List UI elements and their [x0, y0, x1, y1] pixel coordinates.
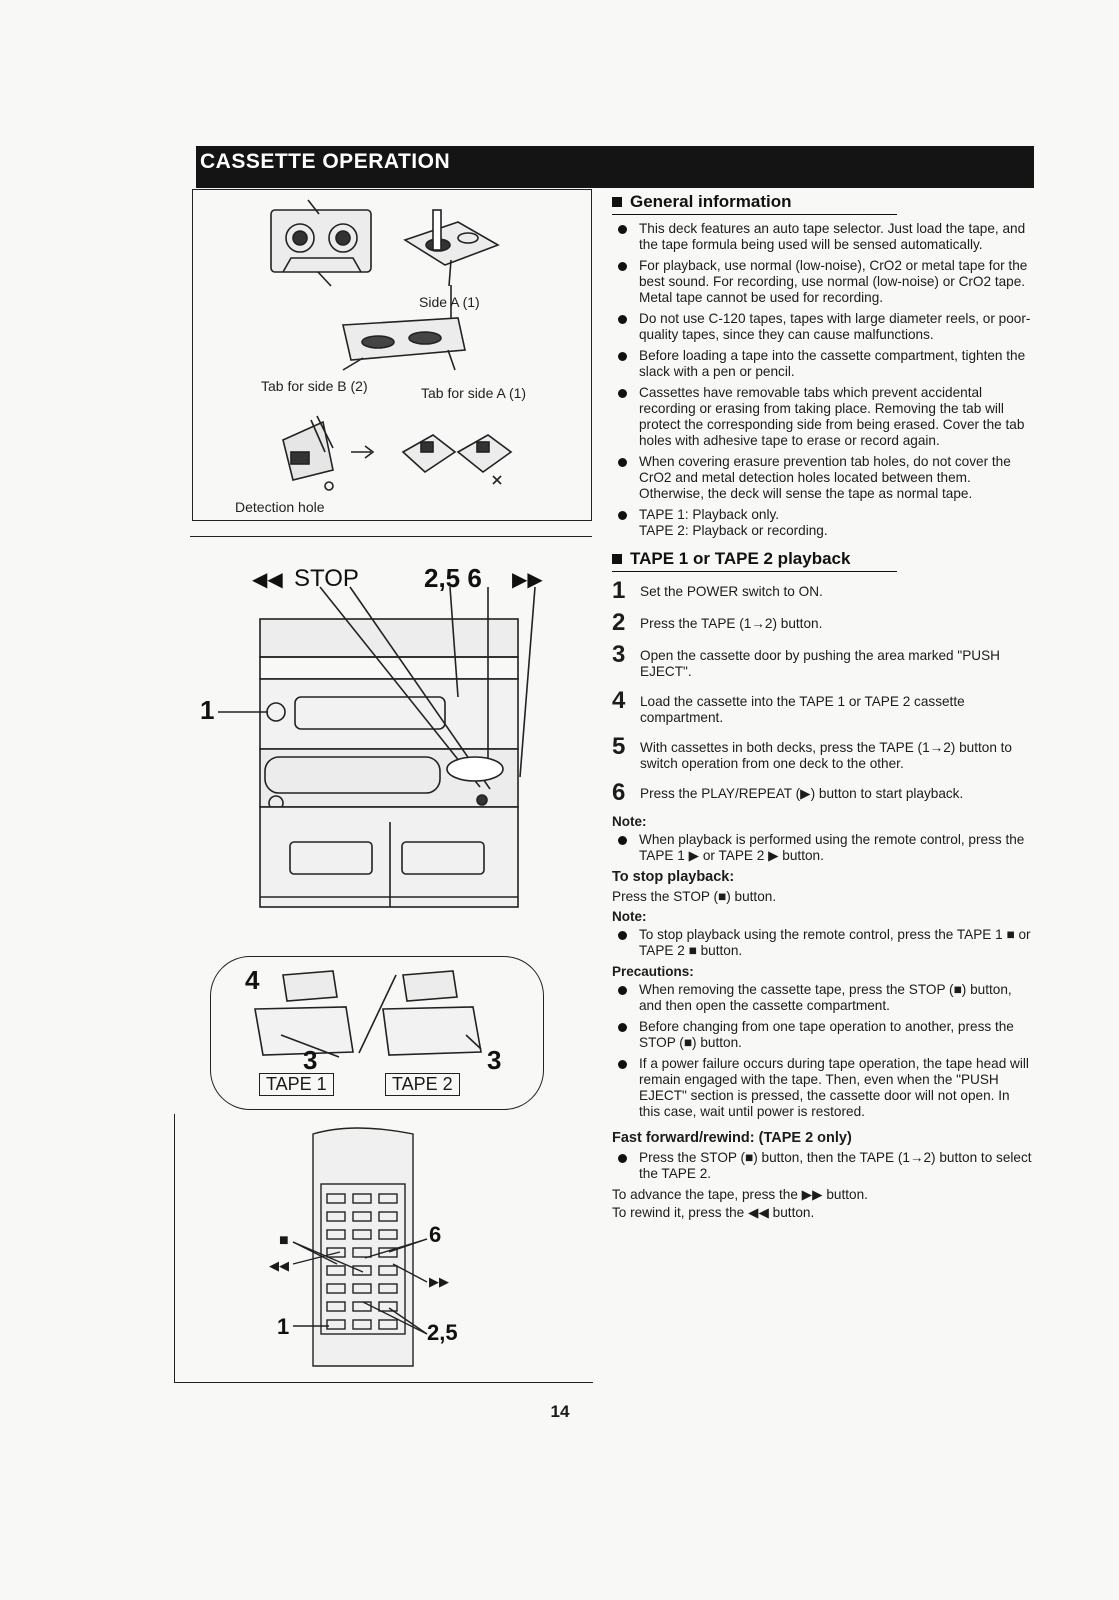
remote-callout-6: 6 — [429, 1222, 442, 1247]
callout-4: 4 — [245, 965, 260, 995]
stop-playback-text: Press the STOP (■) button. — [612, 889, 777, 904]
cassette-pencil-icon — [405, 210, 498, 286]
side-a-label: Side A (1) — [419, 294, 480, 310]
list-item: Press the STOP (■) button, then the TAPE (1→2) button to select the TAPE 2. — [612, 1150, 1032, 1182]
tab-removal-icon — [283, 416, 333, 490]
step: 3 Open the cassette door by pushing the area marked "PUSH EJECT". — [612, 641, 1000, 679]
tape-compartments-figure — [210, 956, 544, 1110]
remote-figure — [174, 1114, 593, 1383]
step: 5 With cassettes in both decks, press the TAPE (1→2) button to switch operation from one deck to the other. — [612, 733, 1012, 771]
stop-numbers: 2,5 6 — [424, 563, 482, 593]
callout-3-right: 3 — [487, 1045, 502, 1075]
ff-rewind-text: To rewind it, press the ◀◀ button. — [612, 1205, 815, 1220]
tab-a-label: Tab for side A (1) — [421, 385, 527, 401]
list-item: When playback is performed using the remote control, press the TAPE 1 ▶ or TAPE 2 ▶ button. — [612, 832, 1032, 864]
cassette-front-icon — [271, 200, 371, 286]
step: 1 Set the POWER switch to ON. — [612, 577, 823, 604]
page-number: 14 — [550, 1402, 570, 1421]
cassette-tabs-illustration — [193, 190, 591, 520]
section-title: CASSETTE OPERATION — [200, 150, 451, 173]
ff-icon-remote: ▶▶ — [429, 1274, 449, 1289]
list-item: Do not use C-120 tapes, tapes with large diameter reels, or poor-quality tapes, since they can cause malfunctions. — [612, 311, 1032, 343]
precautions-label: Precautions: — [612, 964, 694, 979]
step: 6 Press the PLAY/REPEAT (▶) button to start playback. — [612, 779, 964, 806]
list-item: When covering erasure prevention tab holes, do not cover the CrO2 and metal detection holes located between them. Otherwise, the deck will sense the tape as normal tape. — [612, 454, 1032, 502]
callout-3-left: 3 — [303, 1045, 318, 1075]
stop-square-icon: ■ — [279, 1232, 289, 1249]
list-item: TAPE 1: Playback only. TAPE 2: Playback or recording. — [612, 507, 1032, 539]
list-item: If a power failure occurs during tape operation, the tape head will remain engaged with the tape. Then, even when the "PUSH EJECT" section is pressed, the cassette door will not open. In this case, wait until power is restored. — [612, 1056, 1032, 1120]
step: 2 Press the TAPE (1→2) button. — [612, 609, 823, 636]
precautions-list — [612, 982, 1032, 1120]
stop-label: STOP — [294, 565, 359, 592]
right-column — [612, 194, 1032, 1223]
play-icon: ▶▶ — [512, 569, 543, 591]
callout-1: 1 — [200, 695, 215, 725]
tab-b-label: Tab for side B (2) — [261, 378, 368, 394]
deck-figure — [190, 536, 592, 929]
list-item: When removing the cassette tape, press the STOP (■) button, and then open the cassette compartment. — [612, 982, 1032, 1014]
step: 4 Load the cassette into the TAPE 1 or TAPE 2 cassette compartment. — [612, 687, 965, 725]
tape2-label: TAPE 2 — [385, 1073, 460, 1096]
rewind-icon-remote: ◀◀ — [269, 1258, 289, 1273]
ff-advance-text: To advance the tape, press the ▶▶ button. — [612, 1187, 868, 1202]
remote-illustration — [175, 1114, 593, 1382]
note-label: Note: — [612, 814, 647, 829]
cassette-tabs-figure — [192, 189, 592, 521]
list-item: Cassettes have removable tabs which prevent accidental recording or erasing from taking place. Removing the tab will protect the corresponding side from being erased. Cover the tab holes with adhesive tape to erase or record again. — [612, 385, 1032, 449]
tape1-label: TAPE 1 — [259, 1073, 334, 1096]
note2-list — [612, 927, 1032, 959]
general-info-list — [612, 221, 1032, 539]
list-item: For playback, use normal (low-noise), CrO2 or metal tape for the best sound. For recording, use normal (low-noise) or CrO2 tape. Metal tape cannot be used for recording. — [612, 258, 1032, 306]
list-item: Before loading a tape into the cassette compartment, tighten the slack with a pen or pencil. — [612, 348, 1032, 380]
arrow-right-icon — [351, 446, 373, 458]
square-bullet-icon — [612, 197, 622, 207]
list-item: To stop playback using the remote control, press the TAPE 1 ■ or TAPE 2 ■ button. — [612, 927, 1032, 959]
note2-label: Note: — [612, 909, 647, 924]
remote-callout-1: 1 — [277, 1314, 290, 1339]
deck-illustration — [190, 537, 592, 929]
list-item: Before changing from one tape operation to another, press the STOP (■) button. — [612, 1019, 1032, 1051]
rewind-icon: ◀◀ — [252, 569, 283, 591]
playback-steps — [612, 577, 1032, 806]
stop-playback-heading: To stop playback: — [612, 869, 735, 885]
list-item: This deck features an auto tape selector. Just load the tape, and the tape formula being used will be sensed automatically. — [612, 221, 1032, 253]
general-info-heading: General information — [612, 194, 897, 215]
playback-heading: TAPE 1 or TAPE 2 playback — [612, 551, 897, 572]
section-banner — [196, 146, 1034, 188]
remote-callout-25: 2,5 — [427, 1320, 458, 1345]
square-bullet-icon — [612, 554, 622, 564]
ff-list — [612, 1150, 1032, 1182]
detection-hole-label: Detection hole — [235, 499, 325, 515]
note-list — [612, 832, 1032, 864]
tab-covered-icon — [403, 435, 511, 484]
ff-heading: Fast forward/rewind: (TAPE 2 only) — [612, 1130, 852, 1146]
